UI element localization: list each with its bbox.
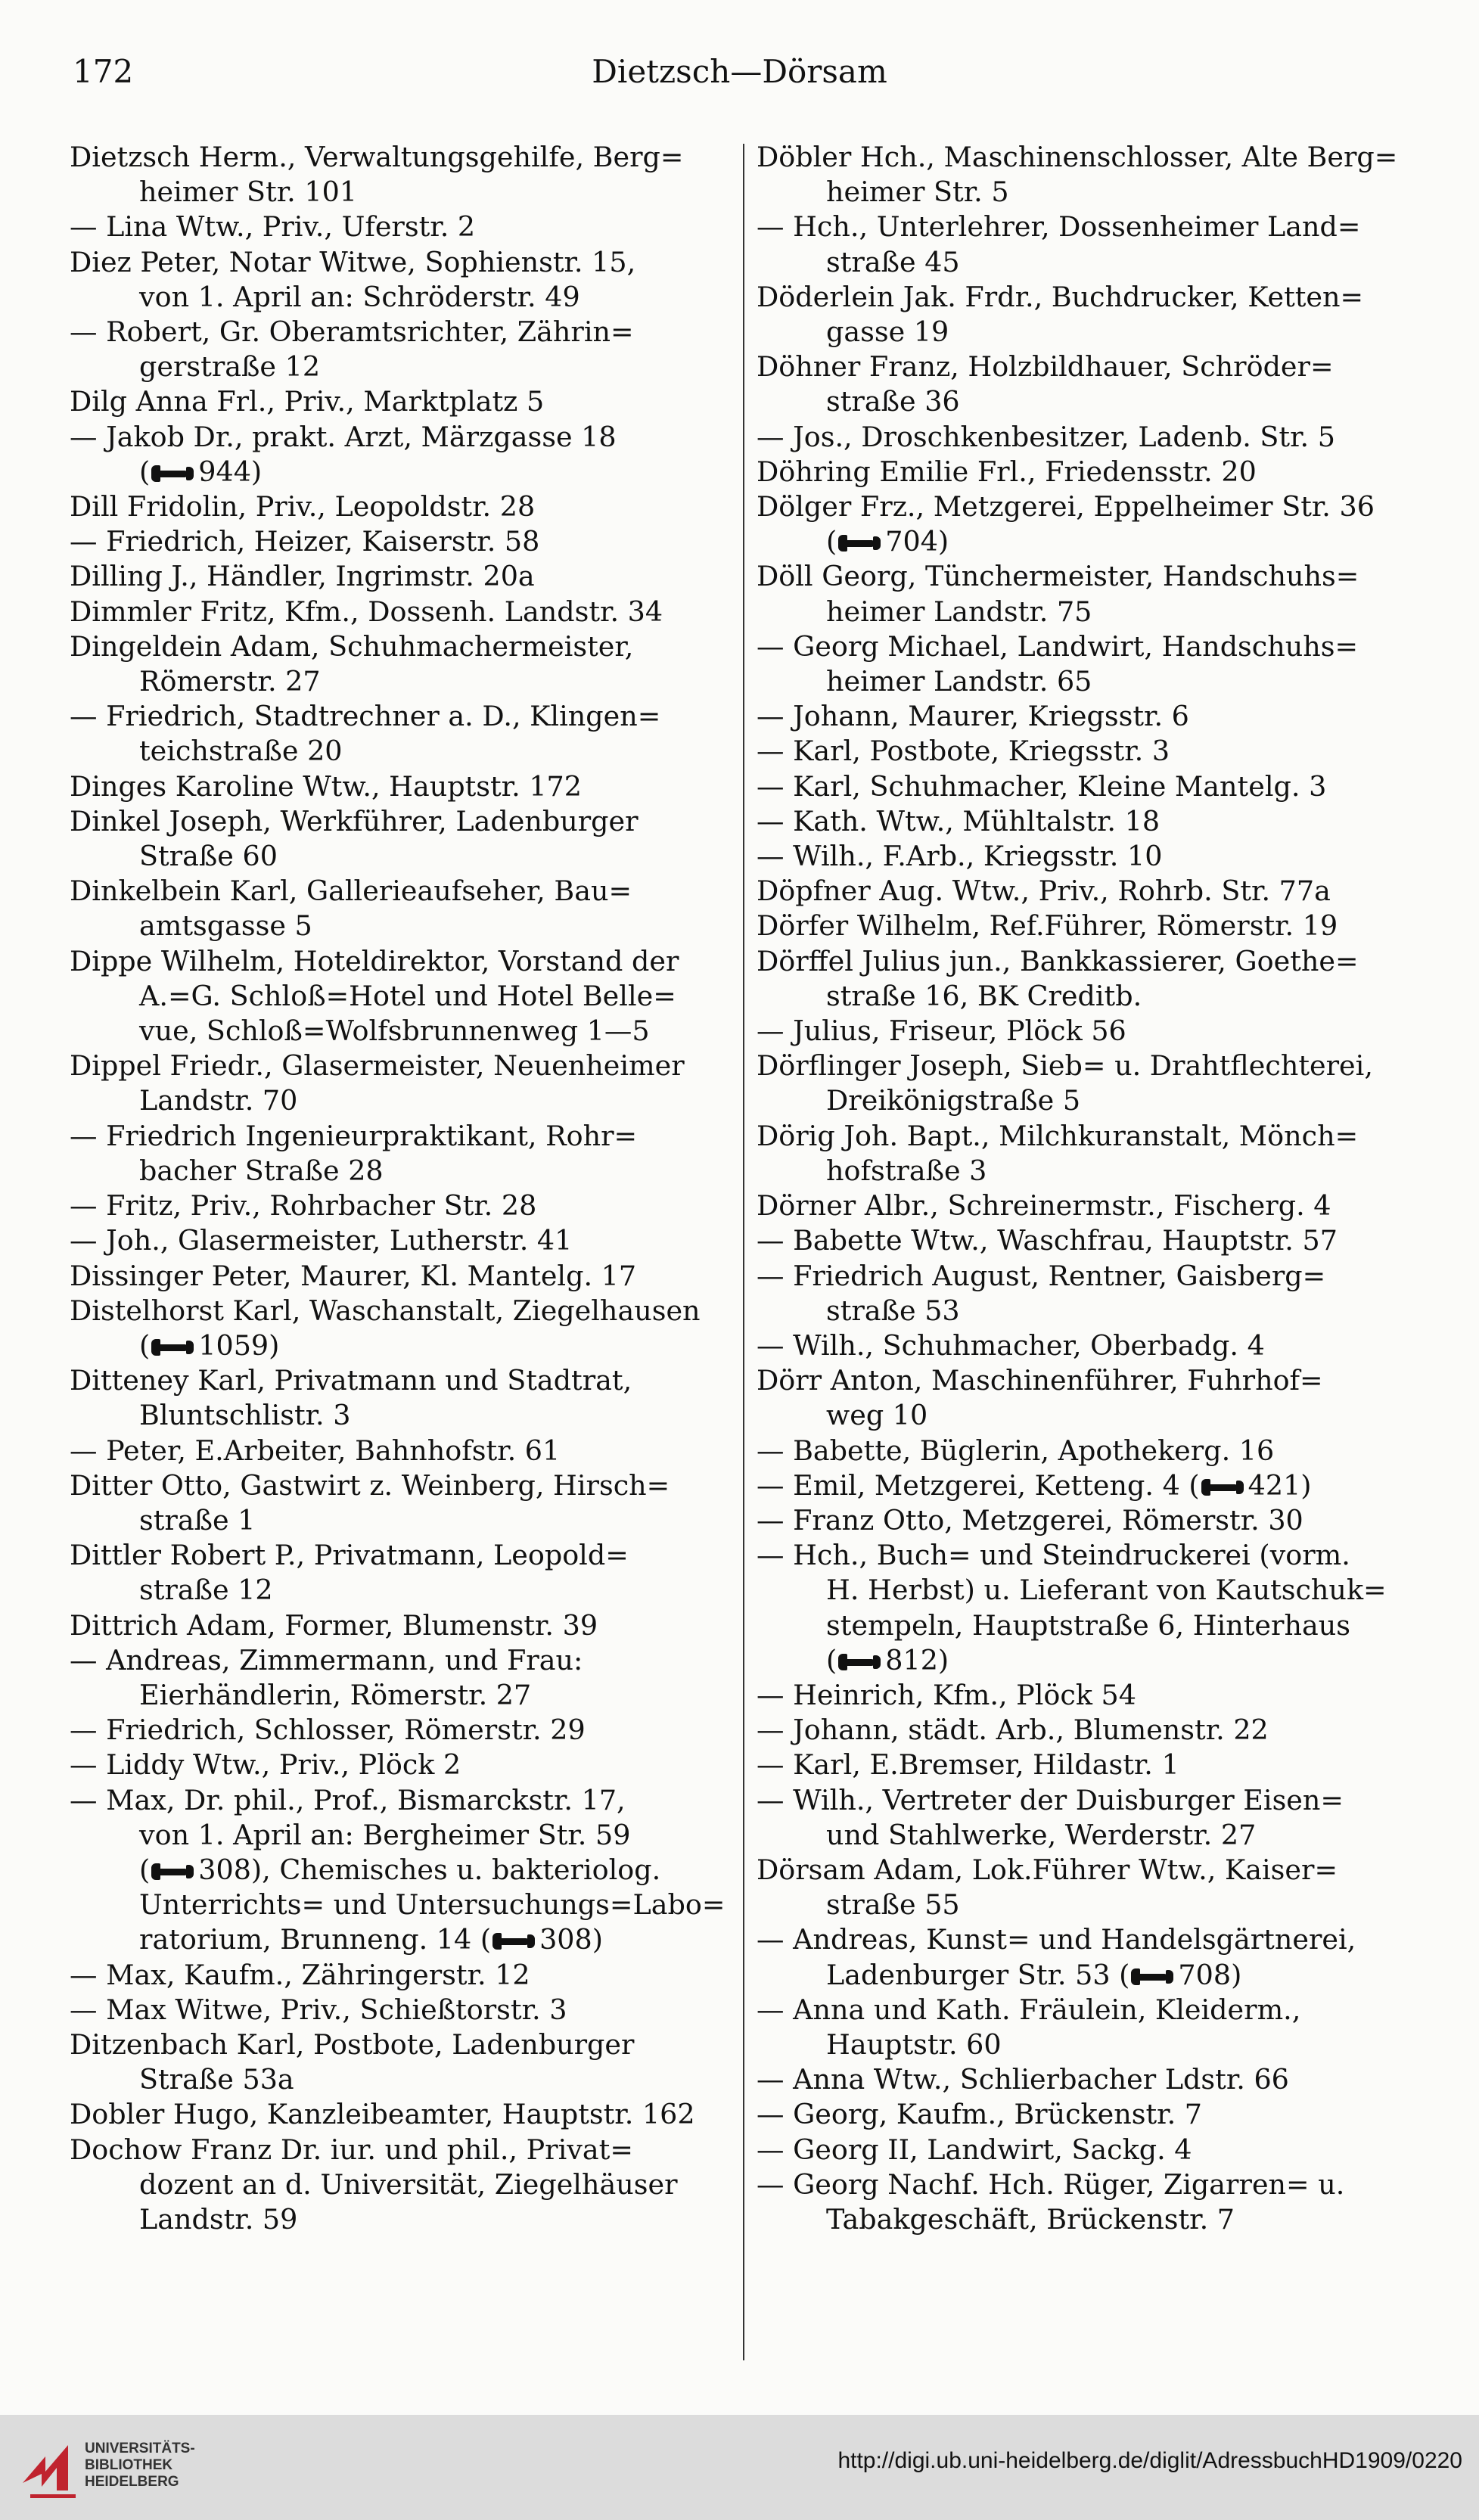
- library-name-line3: HEIDELBERG: [85, 2474, 179, 2490]
- directory-entry-line: [70, 1398, 747, 1433]
- telephone-number: 308), Chemisches u. bakteriolog.: [198, 1853, 661, 1886]
- entry-text: Bluntschlistr. 3: [139, 1399, 351, 1432]
- entry-text: Tabakgeschäft, Brückenstr. 7: [826, 2202, 1235, 2236]
- entry-text: Eierhändlerin, Römerstr. 27: [139, 1678, 532, 1711]
- directory-entry-line: [757, 1014, 1434, 1049]
- directory-entry-line: [757, 350, 1434, 384]
- entry-text: (: [826, 1643, 837, 1676]
- entry-text: Dörsam Adam, Lok.Führer Wtw., Kaiser=: [757, 1853, 1338, 1886]
- entry-text: — Friedrich, Schlosser, Römerstr. 29: [70, 1714, 586, 1747]
- directory-entry-line: [70, 489, 747, 524]
- entry-text: Straße 60: [139, 840, 278, 873]
- entry-text: Dörig Joh. Bapt., Milchkuranstalt, Mönch=: [757, 1119, 1359, 1152]
- entry-text: Dietzsch Herm., Verwaltungsgehilfe, Berg=: [70, 141, 684, 173]
- telephone-number: 944): [198, 455, 263, 488]
- directory-entry-line: [70, 2097, 747, 2132]
- directory-entry-line: [70, 1014, 747, 1049]
- directory-entry-line: [70, 1049, 747, 1083]
- directory-entry-line: [70, 1154, 747, 1189]
- entry-text: Dölger Frz., Metzgerei, Eppelheimer Str. 36: [757, 490, 1375, 524]
- telephone-icon: [151, 1338, 194, 1357]
- directory-entry-line: [70, 1434, 747, 1468]
- directory-entry-line: [757, 1608, 1434, 1643]
- directory-entry-line: [70, 1119, 747, 1154]
- directory-entry-line: [70, 1468, 747, 1503]
- directory-entry-line: [70, 210, 747, 244]
- telephone-icon: [151, 1862, 194, 1881]
- directory-entry-line: [70, 2062, 747, 2097]
- entry-text: von 1. April an: Schröderstr. 49: [139, 280, 580, 313]
- entry-text: Landstr. 59: [139, 2202, 298, 2236]
- directory-entry-line: [70, 1922, 747, 1957]
- entry-text: — Emil, Metzgerei, Ketteng. 4 (: [757, 1468, 1200, 1502]
- entry-text: straße 45: [826, 245, 960, 278]
- directory-entry-line: [70, 2027, 747, 2062]
- telephone-icon: [151, 464, 194, 483]
- entry-text: — Hch., Unterlehrer, Dossenheimer Land=: [757, 210, 1361, 244]
- directory-entry-line: [70, 629, 747, 664]
- entry-text: heimer Landstr. 75: [826, 595, 1092, 628]
- directory-entry-line: [757, 1503, 1434, 1538]
- left-column: [70, 140, 747, 2237]
- directory-entry-line: [757, 839, 1434, 874]
- directory-entry-line: [757, 1294, 1434, 1328]
- entry-text: — Jakob Dr., prakt. Arzt, Märzgasse 18: [70, 420, 617, 453]
- directory-entry-line: [70, 1993, 747, 2027]
- directory-entry-line: [757, 1434, 1434, 1468]
- telephone-number: 1059): [198, 1328, 280, 1362]
- directory-entry-line: [70, 455, 747, 489]
- directory-entry-line: [70, 909, 747, 943]
- directory-entry-line: [70, 944, 747, 979]
- directory-entry-line: [70, 839, 747, 874]
- directory-entry-line: [70, 384, 747, 419]
- entry-text: heimer Str. 5: [826, 176, 1009, 209]
- entry-text: — Lina Wtw., Priv., Uferstr. 2: [70, 210, 476, 244]
- entry-text: Dinkelbein Karl, Gallerieaufseher, Bau=: [70, 875, 632, 908]
- entry-text: heimer Landstr. 65: [826, 665, 1092, 698]
- entry-text: — Heinrich, Kfm., Plöck 54: [757, 1678, 1136, 1711]
- directory-entry-line: [70, 874, 747, 909]
- directory-entry-line: [757, 2027, 1434, 2062]
- directory-entry-line: [757, 1189, 1434, 1223]
- library-name: [85, 2441, 195, 2490]
- entry-text: Dimmler Fritz, Kfm., Dossenh. Landstr. 34: [70, 595, 663, 628]
- entry-text: A.=G. Schloß=Hotel und Hotel Belle=: [139, 979, 676, 1012]
- directory-entry-line: [70, 350, 747, 384]
- entry-text: — Jos., Droschkenbesitzer, Ladenb. Str. 5: [757, 420, 1335, 453]
- directory-entry-line: [757, 175, 1434, 210]
- entry-text: — Karl, Schuhmacher, Kleine Mantelg. 3: [757, 769, 1327, 803]
- entry-text: heimer Str. 101: [139, 176, 358, 209]
- entry-text: stempeln, Hauptstraße 6, Hinterhaus: [826, 1608, 1350, 1642]
- entry-text: Dittrich Adam, Former, Blumenstr. 39: [70, 1608, 598, 1642]
- entry-text: Dippel Friedr., Glasermeister, Neuenheimer: [70, 1049, 685, 1083]
- entry-text: Distelhorst Karl, Waschanstalt, Ziegelhausen: [70, 1294, 701, 1327]
- entry-text: ratorium, Brunneng. 14 (: [139, 1923, 492, 1956]
- directory-entry-line: [70, 1223, 747, 1258]
- entry-text: Römerstr. 27: [139, 665, 321, 698]
- column-divider: [743, 144, 744, 2360]
- entry-text: Döbler Hch., Maschinenschlosser, Alte Berg=: [757, 141, 1398, 173]
- directory-entry-line: [757, 1363, 1434, 1398]
- entry-text: von 1. April an: Bergheimer Str. 59: [139, 1818, 631, 1851]
- entry-text: — Liddy Wtw., Priv., Plöck 2: [70, 1748, 461, 1782]
- directory-entry-line: [70, 1643, 747, 1678]
- directory-entry-line: [757, 210, 1434, 244]
- directory-entry-line: [70, 734, 747, 769]
- entry-text: Ditter Otto, Gastwirt z. Weinberg, Hirsch=: [70, 1468, 670, 1502]
- source-url[interactable]: http://digi.ub.uni-heidelberg.de/diglit/AdressbuchHD1909/0220: [837, 2448, 1462, 2473]
- directory-entry-line: [70, 2133, 747, 2167]
- directory-entry-line: [70, 2202, 747, 2237]
- directory-entry-line: [70, 979, 747, 1014]
- directory-entry-line: [757, 1259, 1434, 1294]
- directory-entry-line: [757, 1398, 1434, 1433]
- directory-entry-line: [70, 1189, 747, 1223]
- directory-entry-line: [70, 559, 747, 594]
- library-logo-icon: [15, 2430, 91, 2506]
- directory-entry-line: [757, 524, 1434, 559]
- entry-text: — Max, Dr. phil., Prof., Bismarckstr. 17,: [70, 1783, 626, 1816]
- entry-text: Dörflinger Joseph, Sieb= u. Drahtflechterei,: [757, 1049, 1373, 1083]
- directory-entry-line: [70, 1328, 747, 1363]
- entry-text: Ladenburger Str. 53 (: [826, 1958, 1130, 1991]
- entry-text: — Franz Otto, Metzgerei, Römerstr. 30: [757, 1503, 1303, 1537]
- entry-text: (: [139, 1328, 151, 1362]
- directory-entry-line: [70, 1713, 747, 1748]
- directory-entry-line: [757, 595, 1434, 629]
- library-name-line2: BIBLIOTHEK: [85, 2457, 173, 2473]
- page-number: 172: [73, 53, 134, 90]
- entry-text: Dobler Hugo, Kanzleibeamter, Hauptstr. 162: [70, 2098, 695, 2131]
- directory-entry-line: [757, 1083, 1434, 1118]
- directory-entry-line: [70, 245, 747, 280]
- entry-text: — Wilh., Schuhmacher, Oberbadg. 4: [757, 1328, 1265, 1362]
- directory-entry-line: [70, 524, 747, 559]
- directory-entry-line: [70, 2167, 747, 2202]
- entry-text: — Anna Wtw., Schlierbacher Ldstr. 66: [757, 2063, 1289, 2096]
- entry-text: Dreikönigstraße 5: [826, 1084, 1081, 1117]
- entry-text: — Georg Michael, Landwirt, Handschuhs=: [757, 629, 1359, 663]
- directory-entry-line: [757, 1818, 1434, 1853]
- entry-text: — Andreas, Zimmermann, und Frau:: [70, 1643, 583, 1676]
- entry-text: — Max Witwe, Priv., Schießtorstr. 3: [70, 1993, 567, 2026]
- directory-entry-line: [70, 315, 747, 350]
- directory-entry-line: [70, 1958, 747, 1993]
- entry-text: Dinkel Joseph, Werkführer, Ladenburger: [70, 804, 639, 837]
- telephone-number: 708): [1178, 1958, 1242, 1991]
- directory-entry-line: [70, 140, 747, 175]
- directory-entry-line: [70, 1363, 747, 1398]
- directory-entry-line: [70, 1294, 747, 1328]
- directory-entry-line: [757, 1783, 1434, 1818]
- entry-text: Dörfer Wilhelm, Ref.Führer, Römerstr. 19: [757, 909, 1338, 943]
- directory-entry-line: [757, 280, 1434, 315]
- telephone-number: 704): [885, 525, 949, 558]
- entry-text: Dörner Albr., Schreinermstr., Fischerg. 4: [757, 1189, 1331, 1223]
- entry-text: straße 1: [139, 1503, 256, 1537]
- entry-text: — Johann, Maurer, Kriegsstr. 6: [757, 700, 1189, 733]
- entry-text: Dilling J., Händler, Ingrimstr. 20a: [70, 560, 535, 593]
- entry-text: straße 16, BK Creditb.: [826, 979, 1142, 1012]
- directory-entry-line: [757, 874, 1434, 909]
- telephone-number: 421): [1248, 1468, 1312, 1502]
- directory-entry-line: [70, 280, 747, 315]
- entry-text: gasse 19: [826, 315, 949, 349]
- directory-entry-line: [757, 1573, 1434, 1608]
- footer-bar: [0, 2415, 1479, 2520]
- entry-text: Döpfner Aug. Wtw., Priv., Rohrb. Str. 77a: [757, 875, 1331, 908]
- entry-text: Diez Peter, Notar Witwe, Sophienstr. 15,: [70, 245, 636, 278]
- directory-entry-line: [757, 1888, 1434, 1922]
- directory-entry-line: [70, 769, 747, 804]
- telephone-icon: [838, 533, 881, 553]
- entry-text: Dochow Franz Dr. iur. und phil., Privat=: [70, 2133, 633, 2166]
- entry-text: (: [139, 455, 151, 488]
- directory-entry-line: [70, 804, 747, 839]
- entry-text: — Fritz, Priv., Rohrbacher Str. 28: [70, 1189, 537, 1223]
- directory-entry-line: [757, 1049, 1434, 1083]
- directory-entry-line: [757, 2202, 1434, 2237]
- directory-entry-line: [70, 699, 747, 734]
- right-column: [757, 140, 1434, 2237]
- entry-text: weg 10: [826, 1399, 928, 1432]
- directory-entry-line: [757, 1993, 1434, 2027]
- directory-entry-line: [757, 1958, 1434, 1993]
- entry-text: straße 12: [139, 1574, 273, 1607]
- directory-entry-line: [70, 175, 747, 210]
- directory-entry-line: [70, 1783, 747, 1818]
- directory-entry-line: [70, 1888, 747, 1922]
- entry-text: Ditteney Karl, Privatmann und Stadtrat,: [70, 1364, 632, 1397]
- directory-entry-line: [757, 1643, 1434, 1678]
- directory-entry-line: [757, 420, 1434, 455]
- entry-text: Hauptstr. 60: [826, 2027, 1002, 2061]
- directory-entry-line: [757, 559, 1434, 594]
- directory-entry-line: [757, 2133, 1434, 2167]
- directory-entry-line: [757, 1223, 1434, 1258]
- entry-text: Döderlein Jak. Frdr., Buchdrucker, Ketten=: [757, 280, 1364, 313]
- directory-entry-line: [70, 420, 747, 455]
- entry-text: dozent an d. Universität, Ziegelhäuser: [139, 2167, 678, 2201]
- directory-entry-line: [757, 1538, 1434, 1573]
- entry-text: — Joh., Glasermeister, Lutherstr. 41: [70, 1224, 573, 1257]
- entry-text: — Georg, Kaufm., Brückenstr. 7: [757, 2098, 1203, 2131]
- directory-entry-line: [757, 1748, 1434, 1782]
- telephone-icon: [838, 1652, 881, 1672]
- directory-entry-line: [757, 1328, 1434, 1363]
- directory-entry-line: [70, 595, 747, 629]
- entry-text: Dippe Wilhelm, Hoteldirektor, Vorstand der: [70, 944, 679, 977]
- directory-entry-line: [70, 1608, 747, 1643]
- entry-text: — Friedrich, Heizer, Kaiserstr. 58: [70, 525, 540, 558]
- directory-entry-line: [757, 1119, 1434, 1154]
- entry-text: und Stahlwerke, Werderstr. 27: [826, 1818, 1257, 1851]
- entry-text: — Babette Wtw., Waschfrau, Hauptstr. 57: [757, 1224, 1338, 1257]
- telephone-number: 308): [539, 1923, 603, 1956]
- entry-text: Landstr. 70: [139, 1084, 298, 1117]
- entry-text: Straße 53a: [139, 2063, 294, 2096]
- entry-text: Dissinger Peter, Maurer, Kl. Mantelg. 17: [70, 1259, 637, 1292]
- directory-entry-line: [70, 664, 747, 699]
- directory-entry-line: [757, 979, 1434, 1014]
- entry-text: Dörr Anton, Maschinenführer, Fuhrhof=: [757, 1364, 1323, 1397]
- entry-text: gerstraße 12: [139, 350, 321, 384]
- telephone-number: 812): [885, 1643, 949, 1676]
- directory-entry-line: [757, 2167, 1434, 2202]
- entry-text: teichstraße 20: [139, 735, 343, 768]
- entry-text: bacher Straße 28: [139, 1154, 384, 1187]
- entry-text: straße 53: [826, 1294, 960, 1327]
- directory-entry-line: [70, 1083, 747, 1118]
- directory-entry-line: [757, 140, 1434, 175]
- directory-entry-line: [757, 629, 1434, 664]
- entry-text: — Peter, E.Arbeiter, Bahnhofstr. 61: [70, 1434, 561, 1467]
- directory-entry-line: [757, 1922, 1434, 1957]
- telephone-icon: [492, 1931, 535, 1951]
- entry-text: Dill Fridolin, Priv., Leopoldstr. 28: [70, 490, 536, 524]
- entry-text: Dingeldein Adam, Schuhmachermeister,: [70, 629, 634, 663]
- running-title: Dietzsch—Dörsam: [592, 53, 887, 90]
- entry-text: — Kath. Wtw., Mühltalstr. 18: [757, 804, 1161, 837]
- directory-entry-line: [757, 245, 1434, 280]
- directory-entry-line: [757, 1154, 1434, 1189]
- directory-entry-line: [757, 944, 1434, 979]
- directory-entry-line: [757, 664, 1434, 699]
- entry-text: — Anna und Kath. Fräulein, Kleiderm.,: [757, 1993, 1301, 2026]
- entry-text: — Max, Kaufm., Zähringerstr. 12: [70, 1958, 530, 1991]
- directory-entry-line: [70, 1853, 747, 1888]
- entry-text: — Wilh., Vertreter der Duisburger Eisen=: [757, 1783, 1344, 1816]
- directory-entry-line: [757, 699, 1434, 734]
- entry-text: straße 36: [826, 385, 960, 418]
- entry-text: Döhring Emilie Frl., Friedensstr. 20: [757, 455, 1257, 488]
- directory-entry-line: [70, 1573, 747, 1608]
- telephone-icon: [1131, 1967, 1173, 1987]
- entry-text: — Robert, Gr. Oberamtsrichter, Zährin=: [70, 315, 634, 349]
- page-header: [0, 53, 1479, 106]
- directory-entry-line: [757, 455, 1434, 489]
- directory-entry-line: [70, 1538, 747, 1573]
- directory-entry-line: [757, 1678, 1434, 1713]
- entry-text: — Wilh., F.Arb., Kriegsstr. 10: [757, 840, 1163, 873]
- entry-text: — Georg II, Landwirt, Sackg. 4: [757, 2133, 1192, 2166]
- entry-text: Ditzenbach Karl, Postbote, Ladenburger: [70, 2027, 635, 2061]
- directory-entry-line: [757, 804, 1434, 839]
- entry-text: — Andreas, Kunst= und Handelsgärtnerei,: [757, 1923, 1356, 1956]
- directory-entry-line: [757, 2097, 1434, 2132]
- entry-text: — Karl, E.Bremser, Hildastr. 1: [757, 1748, 1179, 1782]
- entry-text: — Friedrich August, Rentner, Gaisberg=: [757, 1259, 1326, 1292]
- entry-text: Döhner Franz, Holzbildhauer, Schröder=: [757, 350, 1334, 384]
- directory-entry-line: [757, 489, 1434, 524]
- entry-text: — Friedrich, Stadtrechner a. D., Klingen=: [70, 700, 661, 733]
- directory-entry-line: [757, 1853, 1434, 1888]
- entry-text: vue, Schloß=Wolfsbrunnenweg 1—5: [139, 1015, 650, 1048]
- directory-entry-line: [70, 1259, 747, 1294]
- directory-entry-line: [757, 1713, 1434, 1748]
- entry-text: Dörffel Julius jun., Bankkassierer, Goethe=: [757, 944, 1359, 977]
- entry-text: Dittler Robert P., Privatmann, Leopold=: [70, 1539, 629, 1572]
- entry-text: — Johann, städt. Arb., Blumenstr. 22: [757, 1714, 1269, 1747]
- directory-entry-line: [757, 769, 1434, 804]
- entry-text: Dilg Anna Frl., Priv., Marktplatz 5: [70, 385, 545, 418]
- entry-text: — Julius, Friseur, Plöck 56: [757, 1015, 1126, 1048]
- entry-text: — Georg Nachf. Hch. Rüger, Zigarren= u.: [757, 2167, 1345, 2201]
- entry-text: — Friedrich Ingenieurpraktikant, Rohr=: [70, 1119, 638, 1152]
- directory-entry-line: [70, 1678, 747, 1713]
- directory-entry-line: [70, 1818, 747, 1853]
- directory-entry-line: [757, 384, 1434, 419]
- directory-entry-line: [757, 2062, 1434, 2097]
- directory-entry-line: [757, 1468, 1434, 1503]
- directory-entry-line: [757, 909, 1434, 943]
- entry-text: — Babette, Büglerin, Apothekerg. 16: [757, 1434, 1275, 1467]
- entry-text: Döll Georg, Tünchermeister, Handschuhs=: [757, 560, 1359, 593]
- entry-text: Dinges Karoline Wtw., Hauptstr. 172: [70, 769, 582, 803]
- entry-text: hofstraße 3: [826, 1154, 987, 1187]
- entry-text: straße 55: [826, 1888, 960, 1922]
- directory-entry-line: [70, 1748, 747, 1782]
- entry-text: (: [826, 525, 837, 558]
- entry-text: (: [139, 1853, 151, 1886]
- entry-text: — Hch., Buch= und Steindruckerei (vorm.: [757, 1539, 1350, 1572]
- entry-text: — Karl, Postbote, Kriegsstr. 3: [757, 735, 1170, 768]
- entry-text: Unterrichts= und Untersuchungs=Labo=: [139, 1888, 726, 1922]
- directory-entry-line: [757, 734, 1434, 769]
- entry-text: amtsgasse 5: [139, 909, 312, 943]
- library-name-line1: UNIVERSITÄTS-: [85, 2441, 195, 2456]
- directory-entry-line: [757, 315, 1434, 350]
- directory-entry-line: [70, 1503, 747, 1538]
- telephone-icon: [1201, 1478, 1244, 1497]
- entry-text: H. Herbst) u. Lieferant von Kautschuk=: [826, 1574, 1387, 1607]
